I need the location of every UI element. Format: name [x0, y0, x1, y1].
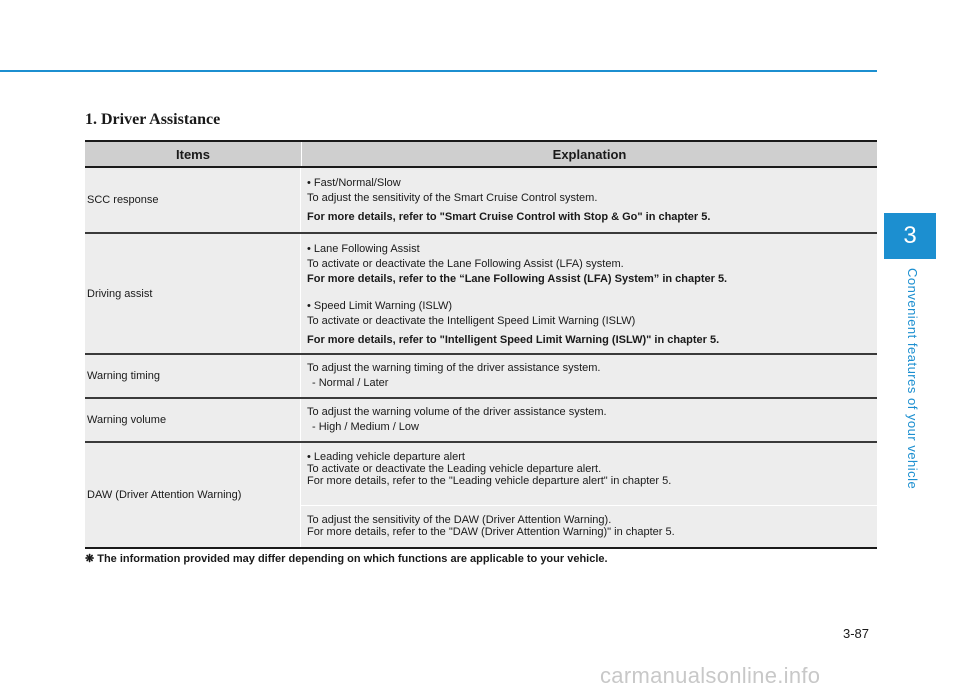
row-explanation — [301, 355, 877, 397]
chapter-label: Convenient features of your vehicle — [905, 268, 920, 490]
table-row — [85, 443, 877, 549]
row-line: To adjust the warning volume of the driver assistance system. — [307, 406, 607, 418]
row-line: • Fast/Normal/Slow — [307, 177, 401, 189]
row-line: To activate or deactivate the Intelligent Speed Limit Warning (ISLW) — [307, 315, 636, 327]
header-explanation: Explanation — [552, 146, 627, 162]
row-sub-block — [301, 443, 877, 506]
row-explanation — [301, 399, 877, 441]
table-row — [85, 234, 877, 355]
note-mark-icon: ❋ — [85, 553, 95, 565]
watermark: carmanualsonline.info — [600, 663, 821, 688]
row-item: Driving assist — [85, 234, 301, 353]
row-explanation — [301, 234, 877, 353]
row-line: To adjust the warning timing of the driver assistance system. — [307, 362, 601, 374]
row-reference: For more details, refer to the “Lane Following Assist (LFA) System” in chapter 5. — [307, 273, 728, 285]
row-line: - Normal / Later — [312, 377, 389, 389]
note-text: The information provided may differ depending on which functions are applicable to your vehicle. — [97, 553, 608, 565]
row-line: • Speed Limit Warning (ISLW) — [307, 300, 453, 312]
row-reference: For more details, refer to "Smart Cruise Control with Stop & Go" in chapter 5. — [307, 211, 711, 223]
row-line: To adjust the sensitivity of the DAW (Driver Attention Warning). — [307, 514, 612, 526]
table-row — [85, 399, 877, 443]
section-title: 1. Driver Assistance — [85, 111, 221, 128]
row-sub-block — [301, 506, 877, 546]
row-item: Warning volume — [85, 399, 301, 441]
row-line: To adjust the sensitivity of the Smart Cruise Control system. — [307, 192, 598, 204]
table-row — [85, 168, 877, 234]
row-reference: For more details, refer to the "DAW (Driver Attention Warning)" in chapter 5. — [307, 526, 675, 538]
row-reference: For more details, refer to the "Leading vehicle departure alert" in chapter 5. — [307, 475, 672, 487]
row-line: • Leading vehicle departure alert — [307, 451, 465, 463]
row-line: To activate or deactivate the Leading vehicle departure alert. — [307, 463, 602, 475]
row-line: To activate or deactivate the Lane Following Assist (LFA) system. — [307, 258, 624, 270]
row-explanation — [301, 168, 877, 232]
row-item: Warning timing — [85, 355, 301, 397]
row-item: SCC response — [85, 168, 301, 232]
header-rule — [0, 70, 877, 72]
page-number: 3-87 — [843, 626, 870, 641]
table-row — [85, 355, 877, 399]
header-items: Items — [85, 142, 302, 166]
settings-table — [85, 140, 877, 549]
row-line: - High / Medium / Low — [312, 421, 419, 433]
row-explanation — [301, 443, 877, 547]
footnote — [85, 552, 608, 565]
row-reference: For more details, refer to "Intelligent Speed Limit Warning (ISLW)" in chapter 5. — [307, 334, 720, 346]
row-item: DAW (Driver Attention Warning) — [85, 443, 301, 547]
row-line: • Lane Following Assist — [307, 243, 420, 255]
chapter-tab: 3 — [884, 213, 936, 259]
table-header — [85, 140, 877, 168]
